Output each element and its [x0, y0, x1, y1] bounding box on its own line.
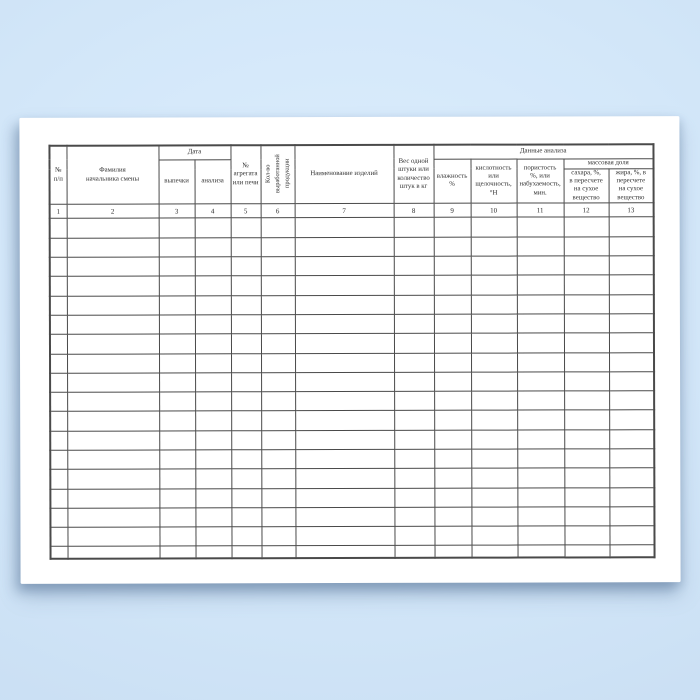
- empty-cell: [67, 218, 159, 238]
- empty-cell: [564, 430, 609, 449]
- empty-cell: [609, 429, 654, 448]
- empty-cell: [261, 237, 295, 256]
- empty-cell: [231, 218, 261, 237]
- empty-cell: [564, 256, 609, 275]
- empty-cell: [394, 411, 434, 430]
- empty-cell: [434, 314, 471, 333]
- empty-cell: [434, 526, 471, 545]
- empty-cell: [195, 353, 231, 372]
- empty-cell: [50, 238, 67, 257]
- header-shift-manager-name: Фамилия начальника смены: [66, 146, 158, 205]
- empty-cell: [434, 411, 471, 430]
- empty-cell: [518, 545, 565, 557]
- empty-cell: [517, 526, 564, 545]
- empty-cell: [231, 373, 261, 392]
- empty-cell: [609, 314, 654, 333]
- empty-cell: [261, 488, 295, 507]
- empty-cell: [394, 276, 434, 295]
- empty-cell: [564, 449, 609, 468]
- empty-cell: [262, 546, 296, 558]
- empty-cell: [471, 218, 517, 237]
- empty-cell: [471, 295, 517, 314]
- empty-cell: [565, 545, 610, 557]
- empty-cell: [394, 237, 434, 256]
- empty-cell: [159, 527, 195, 546]
- empty-cell: [564, 333, 609, 352]
- table-row: [50, 526, 654, 547]
- empty-cell: [231, 527, 261, 546]
- empty-cell: [434, 218, 471, 237]
- empty-cell: [261, 218, 295, 237]
- table-row: [50, 429, 654, 450]
- empty-cell: [231, 315, 261, 334]
- empty-cell: [261, 372, 295, 391]
- empty-cell: [231, 508, 261, 527]
- column-number: 13: [609, 203, 654, 217]
- empty-cell: [434, 507, 471, 526]
- empty-cell: [195, 218, 231, 237]
- empty-cell: [295, 295, 394, 315]
- empty-cell: [564, 526, 609, 545]
- column-number: 2: [67, 204, 159, 218]
- empty-cell: [517, 372, 564, 391]
- empty-cell: [394, 314, 434, 333]
- empty-cell: [564, 237, 609, 256]
- empty-cell: [159, 257, 195, 276]
- empty-cell: [434, 276, 471, 295]
- empty-cell: [195, 334, 231, 353]
- empty-cell: [394, 353, 434, 372]
- empty-cell: [50, 431, 67, 450]
- header-mass-fraction-group: массовая доля: [563, 158, 653, 168]
- empty-cell: [434, 372, 471, 391]
- column-number: 3: [159, 204, 195, 218]
- empty-cell: [231, 450, 261, 469]
- empty-cell: [517, 256, 564, 275]
- empty-cell: [195, 276, 231, 295]
- empty-cell: [471, 449, 517, 468]
- empty-cell: [517, 449, 564, 468]
- empty-cell: [394, 469, 434, 488]
- empty-cell: [50, 296, 67, 315]
- table-row: [50, 217, 654, 238]
- empty-cell: [67, 354, 159, 374]
- header-unit-or-oven-number: № агрегата или печи: [230, 145, 260, 204]
- empty-cell: [195, 315, 231, 334]
- empty-cell: [50, 527, 67, 546]
- empty-cell: [261, 508, 295, 527]
- column-number: 5: [231, 204, 261, 218]
- empty-cell: [434, 391, 471, 410]
- empty-cell: [50, 392, 67, 411]
- table-row: [50, 314, 654, 335]
- empty-cell: [609, 256, 654, 275]
- empty-cell: [50, 219, 67, 238]
- bakery-analysis-journal-table: [48, 143, 655, 560]
- empty-cell: [295, 449, 394, 469]
- empty-cell: [261, 276, 295, 295]
- table-row: [50, 449, 654, 470]
- empty-cell: [471, 353, 517, 372]
- empty-cell: [295, 314, 394, 334]
- empty-cell: [195, 392, 231, 411]
- empty-cell: [261, 411, 295, 430]
- empty-cell: [295, 353, 394, 373]
- table-row: [50, 372, 654, 393]
- empty-cell: [434, 468, 471, 487]
- empty-cell: [295, 276, 394, 296]
- empty-cell: [67, 431, 159, 451]
- column-number: 1: [50, 205, 67, 219]
- empty-cell: [295, 469, 394, 489]
- empty-cell: [231, 237, 261, 256]
- empty-cell: [564, 314, 609, 333]
- empty-cell: [159, 392, 195, 411]
- empty-cell: [195, 411, 231, 430]
- empty-cell: [394, 256, 434, 275]
- empty-cell: [231, 411, 261, 430]
- empty-cell: [195, 238, 231, 257]
- empty-cell: [517, 295, 564, 314]
- table-row: [50, 352, 654, 373]
- empty-cell: [564, 352, 609, 371]
- empty-cell: [195, 450, 231, 469]
- empty-cell: [295, 218, 394, 238]
- header-row-1: [49, 144, 653, 160]
- empty-cell: [159, 450, 195, 469]
- empty-cell: [231, 353, 261, 372]
- header-date-analysis: анализа: [195, 159, 231, 204]
- table-row: [50, 487, 654, 508]
- empty-cell: [471, 468, 517, 487]
- empty-cell: [295, 334, 394, 354]
- empty-cell: [609, 507, 654, 526]
- empty-cell: [50, 450, 67, 469]
- header-product-name: Наименование изделий: [294, 145, 393, 204]
- column-number: 8: [394, 204, 434, 218]
- empty-cell: [435, 546, 472, 558]
- empty-cell: [261, 450, 295, 469]
- empty-cell: [394, 449, 434, 468]
- empty-cell: [609, 372, 654, 391]
- table-row: [50, 236, 654, 257]
- empty-cell: [517, 410, 564, 429]
- empty-cell: [472, 546, 518, 558]
- empty-cell: [609, 391, 654, 410]
- empty-cell: [67, 276, 159, 296]
- empty-cell: [295, 411, 394, 431]
- empty-cell: [50, 315, 67, 334]
- empty-cell: [67, 450, 159, 470]
- empty-cell: [609, 333, 654, 352]
- empty-cell: [67, 508, 159, 528]
- empty-cell: [160, 546, 196, 558]
- empty-cell: [231, 257, 261, 276]
- empty-cell: [159, 488, 195, 507]
- empty-cell: [67, 315, 159, 335]
- empty-cell: [434, 449, 471, 468]
- empty-cell: [296, 546, 395, 558]
- empty-cell: [195, 295, 231, 314]
- empty-cell: [159, 276, 195, 295]
- header-row-number: № п/п: [49, 146, 66, 205]
- empty-cell: [159, 411, 195, 430]
- empty-cell: [394, 430, 434, 449]
- empty-cell: [564, 391, 609, 410]
- empty-cell: [471, 391, 517, 410]
- empty-cell: [295, 488, 394, 508]
- header-unit-weight: Вес одной штуки или количество штук в кг: [393, 145, 433, 204]
- vertical-text: Кол-во выработанной продукции: [264, 153, 291, 193]
- empty-cell: [434, 237, 471, 256]
- empty-cell: [50, 412, 67, 431]
- empty-cell: [261, 334, 295, 353]
- header-date-group: Дата: [158, 145, 230, 159]
- empty-cell: [231, 488, 261, 507]
- header-moisture: влажность %: [433, 159, 470, 204]
- empty-cell: [231, 276, 261, 295]
- empty-cell: [517, 391, 564, 410]
- empty-cell: [231, 295, 261, 314]
- empty-cell: [564, 294, 609, 313]
- empty-cell: [195, 257, 231, 276]
- empty-cell: [232, 546, 262, 558]
- empty-cell: [394, 488, 434, 507]
- empty-cell: [394, 526, 434, 545]
- empty-cell: [159, 469, 195, 488]
- column-number: 4: [195, 204, 231, 218]
- empty-cell: [609, 217, 654, 236]
- empty-cell: [517, 217, 564, 236]
- table-row: [50, 391, 654, 412]
- empty-cell: [67, 334, 159, 354]
- empty-cell: [196, 546, 232, 558]
- empty-cell: [231, 334, 261, 353]
- empty-cell: [195, 431, 231, 450]
- empty-cell: [517, 237, 564, 256]
- empty-cell: [67, 296, 159, 316]
- empty-cell: [610, 545, 655, 557]
- empty-cell: [261, 295, 295, 314]
- empty-cell: [609, 275, 654, 294]
- empty-cell: [295, 237, 394, 257]
- empty-cell: [517, 333, 564, 352]
- empty-cell: [195, 373, 231, 392]
- empty-cell: [261, 257, 295, 276]
- empty-cell: [564, 468, 609, 487]
- empty-cell: [261, 527, 295, 546]
- header-date-baking: выпечки: [159, 159, 195, 204]
- empty-cell: [394, 218, 434, 237]
- empty-cell: [51, 547, 68, 559]
- empty-cell: [609, 468, 654, 487]
- empty-cell: [67, 257, 159, 277]
- empty-cell: [471, 237, 517, 256]
- empty-cell: [159, 218, 195, 237]
- empty-cell: [471, 256, 517, 275]
- empty-cell: [517, 507, 564, 526]
- table-header: [49, 144, 653, 219]
- header-acidity-alkalinity: кислотность или щелочность, °Н: [470, 159, 516, 204]
- empty-cell: [261, 353, 295, 372]
- empty-cell: [609, 526, 654, 545]
- empty-cell: [195, 469, 231, 488]
- empty-cell: [564, 487, 609, 506]
- empty-cell: [471, 333, 517, 352]
- empty-cell: [609, 410, 654, 429]
- header-porosity-swelling: пористость %, или набухаемость, мин.: [516, 158, 563, 203]
- empty-cell: [159, 353, 195, 372]
- empty-cell: [159, 296, 195, 315]
- empty-cell: [159, 238, 195, 257]
- empty-cell: [564, 217, 609, 236]
- empty-cell: [195, 527, 231, 546]
- empty-cell: [517, 488, 564, 507]
- empty-cell: [609, 487, 654, 506]
- empty-cell: [159, 334, 195, 353]
- table-row: [50, 507, 654, 528]
- empty-cell: [159, 315, 195, 334]
- empty-cell: [50, 373, 67, 392]
- column-number: 9: [434, 204, 471, 218]
- empty-cell: [434, 333, 471, 352]
- empty-cell: [564, 372, 609, 391]
- paper-sheet: [19, 116, 680, 584]
- table-row: [50, 256, 654, 277]
- column-number-row: [50, 203, 654, 219]
- empty-cell: [195, 508, 231, 527]
- empty-cell: [159, 508, 195, 527]
- empty-cell: [609, 449, 654, 468]
- table-row: [50, 294, 654, 315]
- empty-cell: [564, 410, 609, 429]
- empty-cell: [394, 391, 434, 410]
- empty-cell: [295, 391, 394, 411]
- column-number: 7: [295, 204, 394, 218]
- empty-cell: [50, 257, 67, 276]
- empty-cell: [394, 333, 434, 352]
- empty-cell: [434, 353, 471, 372]
- table-row: [50, 333, 654, 354]
- empty-cell: [231, 430, 261, 449]
- column-number: 12: [564, 203, 609, 217]
- empty-cell: [471, 507, 517, 526]
- empty-cell: [471, 410, 517, 429]
- empty-cell: [295, 372, 394, 392]
- empty-cell: [295, 430, 394, 450]
- empty-cell: [517, 468, 564, 487]
- column-number: 11: [517, 203, 564, 217]
- empty-cell: [67, 469, 159, 489]
- empty-cell: [434, 430, 471, 449]
- empty-cell: [471, 488, 517, 507]
- empty-cell: [434, 488, 471, 507]
- empty-cell: [195, 488, 231, 507]
- empty-cell: [394, 372, 434, 391]
- empty-cell: [564, 275, 609, 294]
- empty-cell: [434, 256, 471, 275]
- empty-cell: [295, 527, 394, 547]
- table-row: [50, 468, 654, 489]
- empty-cell: [231, 469, 261, 488]
- empty-cell: [395, 546, 435, 558]
- column-number: 10: [471, 204, 517, 218]
- empty-cell: [564, 507, 609, 526]
- empty-cell: [50, 470, 67, 489]
- empty-cell: [231, 392, 261, 411]
- header-output-quantity: [260, 145, 294, 204]
- empty-cell: [394, 507, 434, 526]
- table-row: [50, 275, 654, 296]
- empty-cell: [67, 392, 159, 412]
- column-number: 6: [261, 204, 295, 218]
- header-fat-fraction: жира, %, в пересчете на сухое вещество: [609, 168, 654, 203]
- empty-cell: [471, 275, 517, 294]
- empty-cell: [67, 373, 159, 393]
- empty-cell: [50, 489, 67, 508]
- header-sugar-fraction: сахара, %, в пересчете на сухое вещество: [564, 168, 609, 203]
- empty-cell: [471, 372, 517, 391]
- empty-cell: [50, 508, 67, 527]
- table-row: [50, 410, 654, 431]
- empty-cell: [517, 430, 564, 449]
- empty-cell: [609, 294, 654, 313]
- empty-cell: [295, 256, 394, 276]
- empty-cell: [68, 546, 160, 558]
- empty-cell: [434, 295, 471, 314]
- empty-cell: [471, 526, 517, 545]
- empty-cell: [609, 236, 654, 255]
- table-row: [51, 545, 655, 559]
- empty-cell: [67, 489, 159, 509]
- empty-cell: [517, 275, 564, 294]
- empty-cell: [261, 430, 295, 449]
- empty-cell: [261, 315, 295, 334]
- empty-cell: [67, 238, 159, 258]
- empty-cell: [261, 392, 295, 411]
- empty-cell: [295, 507, 394, 527]
- empty-cell: [394, 295, 434, 314]
- empty-cell: [261, 469, 295, 488]
- table-body-empty-rows: [50, 217, 655, 559]
- empty-cell: [67, 527, 159, 547]
- empty-cell: [50, 277, 67, 296]
- empty-cell: [50, 334, 67, 353]
- empty-cell: [159, 431, 195, 450]
- empty-cell: [50, 354, 67, 373]
- empty-cell: [471, 314, 517, 333]
- empty-cell: [67, 411, 159, 431]
- empty-cell: [517, 352, 564, 371]
- empty-cell: [159, 373, 195, 392]
- empty-cell: [609, 352, 654, 371]
- empty-cell: [517, 314, 564, 333]
- header-analysis-data-group: Данные анализа: [433, 144, 653, 159]
- empty-cell: [471, 430, 517, 449]
